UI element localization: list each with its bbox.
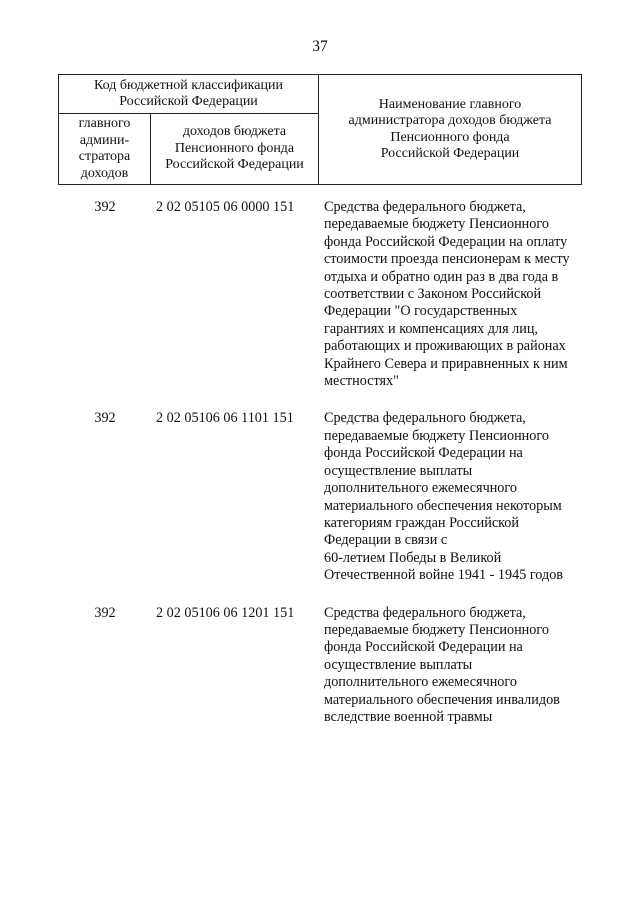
header-line: Российской Федерации — [119, 94, 258, 109]
budget-code: 2 02 05106 06 1201 151 — [156, 604, 295, 621]
name-line: передаваемые бюджету Пенсионного — [324, 621, 549, 638]
administrator-code: 392 — [94, 410, 116, 427]
name-line: материального обеспечения инвалидов — [324, 691, 560, 708]
classification-entries — [58, 199, 581, 726]
budget-code: 2 02 05105 06 0000 151 — [156, 199, 295, 215]
name-line: передаваемые бюджету Пенсионного — [324, 427, 549, 444]
classification-header-table — [58, 74, 582, 185]
header-line: доходов — [80, 165, 129, 181]
name-line: соответствии с Законом Российской — [324, 286, 542, 303]
administrator-name-header — [319, 75, 582, 185]
budget-code: 2 02 05106 06 1101 151 — [156, 410, 294, 427]
name-line: Крайнего Севера и приравненных к ним — [324, 355, 568, 372]
header-line: Код бюджетной классификации — [94, 77, 283, 93]
income-name — [322, 199, 581, 390]
name-line: осуществление выплаты — [324, 462, 473, 479]
header-line: главного — [78, 116, 131, 131]
name-line: гарантиях и компенсациях для лиц, — [324, 320, 538, 337]
name-line: вследствие военной травмы — [324, 708, 493, 725]
name-line: передаваемые бюджету Пенсионного — [324, 216, 549, 233]
header-line: Российской Федерации — [380, 146, 520, 161]
pension-fund-income-header — [151, 114, 319, 185]
name-line: отдыха и обратно один раз в два года в — [324, 268, 559, 285]
income-name — [322, 605, 581, 727]
header-line: админи- — [79, 132, 130, 148]
name-line: дополнительного ежемесячного — [324, 674, 517, 691]
income-name — [322, 410, 581, 584]
name-line: Федерации "О государственных — [324, 303, 518, 320]
name-line: работающих и проживающих в районах — [324, 338, 566, 355]
header-line: Пенсионного фонда — [390, 129, 510, 145]
page-number: 37 — [312, 38, 328, 55]
administrator-code: 392 — [94, 604, 116, 621]
name-line: Средства федерального бюджета, — [324, 410, 526, 427]
name-line: Средства федерального бюджета, — [324, 604, 526, 621]
name-line: Средства федерального бюджета, — [324, 199, 526, 215]
header-line: Наименование главного — [378, 96, 522, 112]
table-row — [58, 605, 581, 727]
name-line: Отечественной войне 1941 - 1945 годов — [324, 567, 564, 584]
budget-classification-code-header — [59, 75, 319, 114]
name-line: местностях" — [324, 373, 399, 390]
name-line: дополнительного ежемесячного — [324, 480, 517, 497]
name-line: фонда Российской Федерации на — [324, 639, 523, 656]
header-line: Российской Федерации — [165, 157, 304, 173]
name-line: материального обеспечения некоторым — [324, 497, 562, 514]
table-row — [58, 199, 581, 390]
table-row — [58, 410, 581, 584]
name-line: фонда Российской Федерации на — [324, 445, 523, 462]
name-line: 60-летием Победы в Великой — [324, 549, 502, 566]
name-line: осуществление выплаты — [324, 656, 473, 673]
header-line: стратора — [78, 149, 131, 164]
administrator-code: 392 — [94, 199, 116, 215]
name-line: стоимости проезда пенсионерам к месту — [324, 251, 570, 268]
name-line: фонда Российской Федерации на оплату — [324, 233, 568, 250]
header-line: администратора доходов бюджета — [348, 113, 552, 128]
main-administrator-header — [59, 114, 151, 185]
name-line: Федерации в связи с — [324, 532, 448, 549]
header-line: доходов бюджета — [182, 124, 287, 140]
name-line: категориям граждан Российской — [324, 514, 519, 531]
header-line: Пенсионного фонда — [174, 140, 295, 156]
